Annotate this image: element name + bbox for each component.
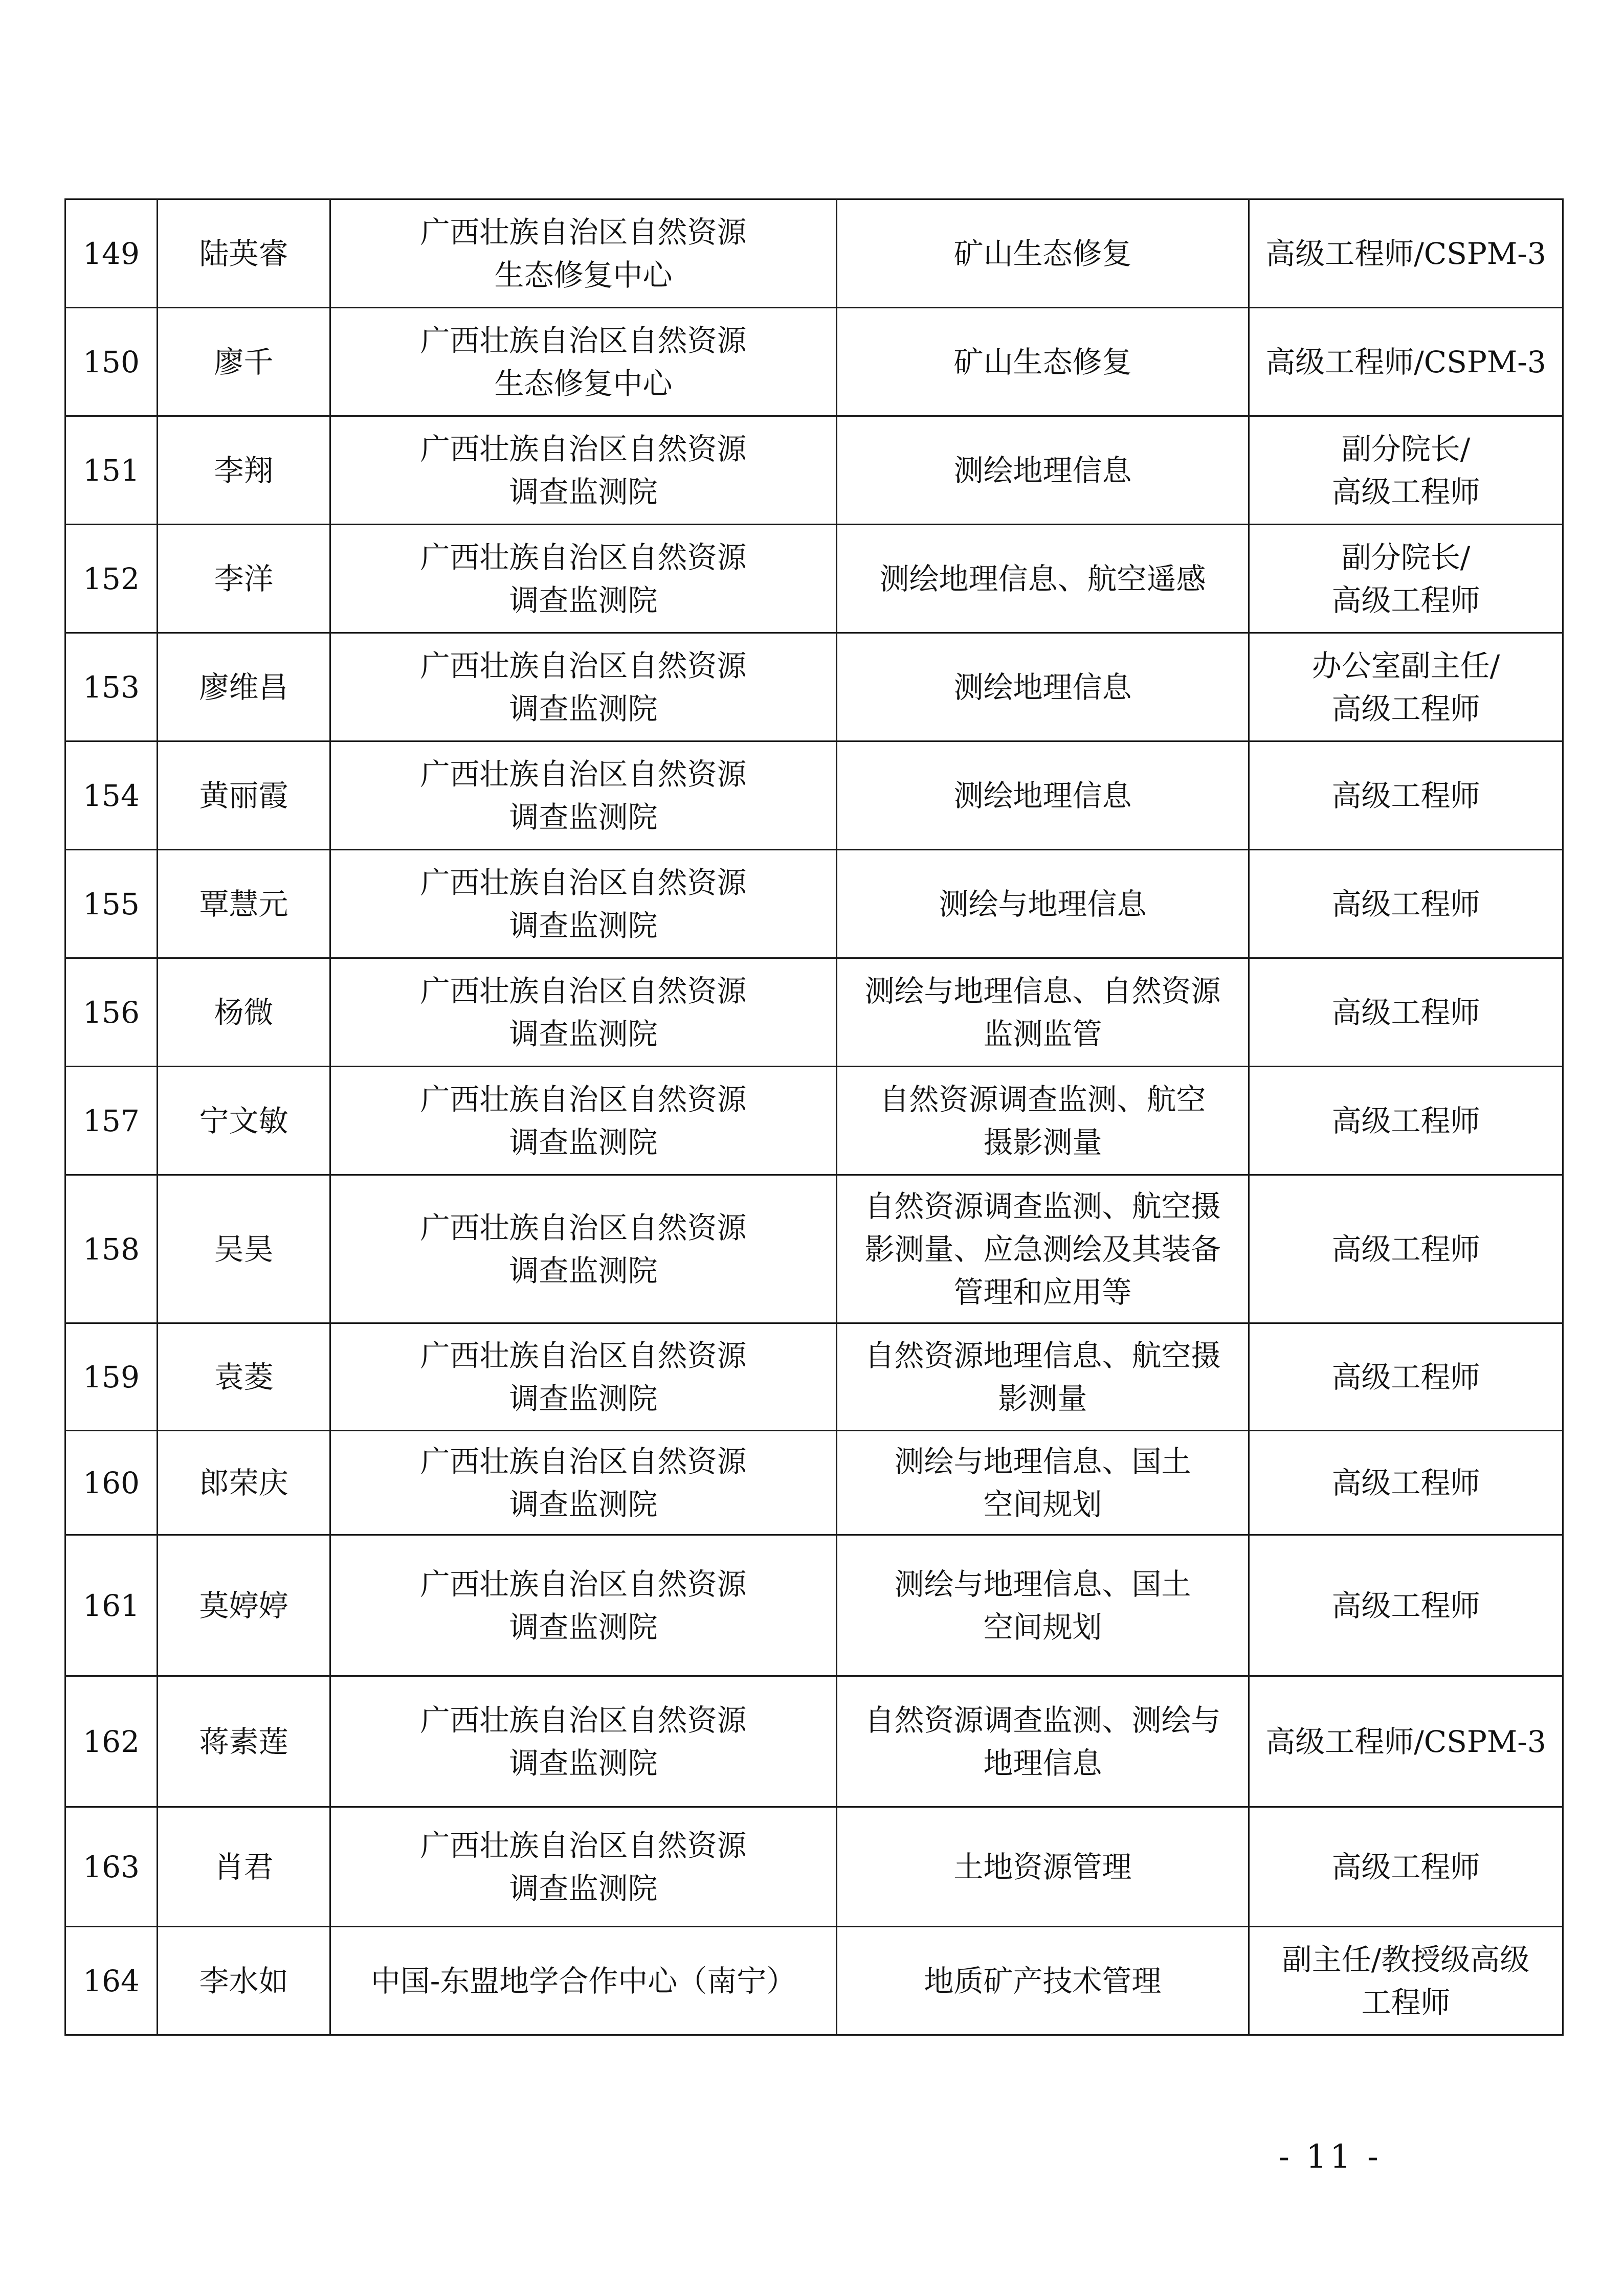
cell-no: 150	[65, 308, 158, 416]
cell-title: 高级工程师	[1249, 958, 1563, 1067]
cell-name: 陆英睿	[158, 199, 330, 308]
cell-no: 155	[65, 850, 158, 958]
cell-name: 李翔	[158, 416, 330, 525]
cell-org: 广西壮族自治区自然资源 调查监测院	[330, 633, 837, 741]
cell-title: 高级工程师	[1249, 1535, 1563, 1676]
cell-title: 高级工程师	[1249, 1323, 1563, 1431]
cell-org: 广西壮族自治区自然资源 调查监测院	[330, 1067, 837, 1175]
cell-title: 副分院长/ 高级工程师	[1249, 416, 1563, 525]
cell-no: 157	[65, 1067, 158, 1175]
cell-no: 158	[65, 1175, 158, 1323]
cell-org: 广西壮族自治区自然资源 调查监测院	[330, 1431, 837, 1535]
cell-title: 高级工程师/CSPM-3	[1249, 1676, 1563, 1807]
cell-title: 副主任/教授级高级 工程师	[1249, 1927, 1563, 2035]
table-row	[65, 308, 1563, 416]
cell-no: 161	[65, 1535, 158, 1676]
table-row	[65, 1807, 1563, 1927]
cell-name: 袁菱	[158, 1323, 330, 1431]
cell-field: 测绘与地理信息、自然资源 监测监管	[837, 958, 1249, 1067]
cell-org: 广西壮族自治区自然资源 生态修复中心	[330, 308, 837, 416]
cell-name: 莫婷婷	[158, 1535, 330, 1676]
cell-no: 149	[65, 199, 158, 308]
page-number: - 11 -	[1278, 2138, 1382, 2176]
cell-field: 自然资源调查监测、测绘与 地理信息	[837, 1676, 1249, 1807]
cell-no: 152	[65, 525, 158, 633]
cell-no: 156	[65, 958, 158, 1067]
expert-list-table	[64, 198, 1564, 2036]
table-row	[65, 1175, 1563, 1323]
table-row	[65, 525, 1563, 633]
cell-name: 覃慧元	[158, 850, 330, 958]
cell-no: 151	[65, 416, 158, 525]
cell-no: 160	[65, 1431, 158, 1535]
table-row	[65, 1535, 1563, 1676]
cell-name: 廖千	[158, 308, 330, 416]
cell-field: 测绘地理信息	[837, 741, 1249, 850]
table-row	[65, 1323, 1563, 1431]
cell-title: 办公室副主任/ 高级工程师	[1249, 633, 1563, 741]
table-row	[65, 1676, 1563, 1807]
cell-name: 李洋	[158, 525, 330, 633]
cell-no: 154	[65, 741, 158, 850]
cell-org: 广西壮族自治区自然资源 调查监测院	[330, 1323, 837, 1431]
table-row	[65, 1431, 1563, 1535]
cell-org: 广西壮族自治区自然资源 调查监测院	[330, 1676, 837, 1807]
cell-name: 李水如	[158, 1927, 330, 2035]
cell-org: 广西壮族自治区自然资源 调查监测院	[330, 1175, 837, 1323]
cell-org: 广西壮族自治区自然资源 调查监测院	[330, 850, 837, 958]
cell-name: 宁文敏	[158, 1067, 330, 1175]
cell-name: 蒋素莲	[158, 1676, 330, 1807]
cell-field: 自然资源调查监测、航空 摄影测量	[837, 1067, 1249, 1175]
cell-title: 高级工程师	[1249, 1067, 1563, 1175]
cell-field: 自然资源调查监测、航空摄 影测量、应急测绘及其装备 管理和应用等	[837, 1175, 1249, 1323]
cell-name: 郎荣庆	[158, 1431, 330, 1535]
cell-field: 自然资源地理信息、航空摄 影测量	[837, 1323, 1249, 1431]
cell-no: 153	[65, 633, 158, 741]
cell-name: 杨微	[158, 958, 330, 1067]
cell-field: 测绘与地理信息、国土 空间规划	[837, 1431, 1249, 1535]
table-row	[65, 850, 1563, 958]
table-row	[65, 633, 1563, 741]
cell-title: 高级工程师/CSPM-3	[1249, 308, 1563, 416]
cell-field: 测绘地理信息	[837, 416, 1249, 525]
cell-field: 测绘地理信息	[837, 633, 1249, 741]
table-body	[65, 199, 1563, 2035]
cell-title: 高级工程师/CSPM-3	[1249, 199, 1563, 308]
cell-field: 地质矿产技术管理	[837, 1927, 1249, 2035]
cell-field: 测绘与地理信息	[837, 850, 1249, 958]
cell-title: 高级工程师	[1249, 1807, 1563, 1927]
cell-name: 廖维昌	[158, 633, 330, 741]
cell-field: 矿山生态修复	[837, 199, 1249, 308]
cell-field: 土地资源管理	[837, 1807, 1249, 1927]
table-row	[65, 1927, 1563, 2035]
cell-title: 高级工程师	[1249, 850, 1563, 958]
cell-field: 测绘与地理信息、国土 空间规划	[837, 1535, 1249, 1676]
cell-no: 163	[65, 1807, 158, 1927]
table-row	[65, 199, 1563, 308]
cell-org: 广西壮族自治区自然资源 调查监测院	[330, 1807, 837, 1927]
cell-no: 159	[65, 1323, 158, 1431]
cell-org: 广西壮族自治区自然资源 调查监测院	[330, 741, 837, 850]
cell-name: 吴昊	[158, 1175, 330, 1323]
table-row	[65, 416, 1563, 525]
cell-org: 广西壮族自治区自然资源 生态修复中心	[330, 199, 837, 308]
cell-title: 高级工程师	[1249, 741, 1563, 850]
cell-name: 黄丽霞	[158, 741, 330, 850]
cell-no: 164	[65, 1927, 158, 2035]
table-row	[65, 958, 1563, 1067]
table-row	[65, 741, 1563, 850]
cell-org: 广西壮族自治区自然资源 调查监测院	[330, 958, 837, 1067]
cell-org: 中国-东盟地学合作中心（南宁）	[330, 1927, 837, 2035]
cell-title: 副分院长/ 高级工程师	[1249, 525, 1563, 633]
cell-org: 广西壮族自治区自然资源 调查监测院	[330, 1535, 837, 1676]
cell-org: 广西壮族自治区自然资源 调查监测院	[330, 416, 837, 525]
cell-no: 162	[65, 1676, 158, 1807]
cell-title: 高级工程师	[1249, 1175, 1563, 1323]
cell-field: 矿山生态修复	[837, 308, 1249, 416]
cell-field: 测绘地理信息、航空遥感	[837, 525, 1249, 633]
cell-title: 高级工程师	[1249, 1431, 1563, 1535]
table-row	[65, 1067, 1563, 1175]
cell-name: 肖君	[158, 1807, 330, 1927]
cell-org: 广西壮族自治区自然资源 调查监测院	[330, 525, 837, 633]
